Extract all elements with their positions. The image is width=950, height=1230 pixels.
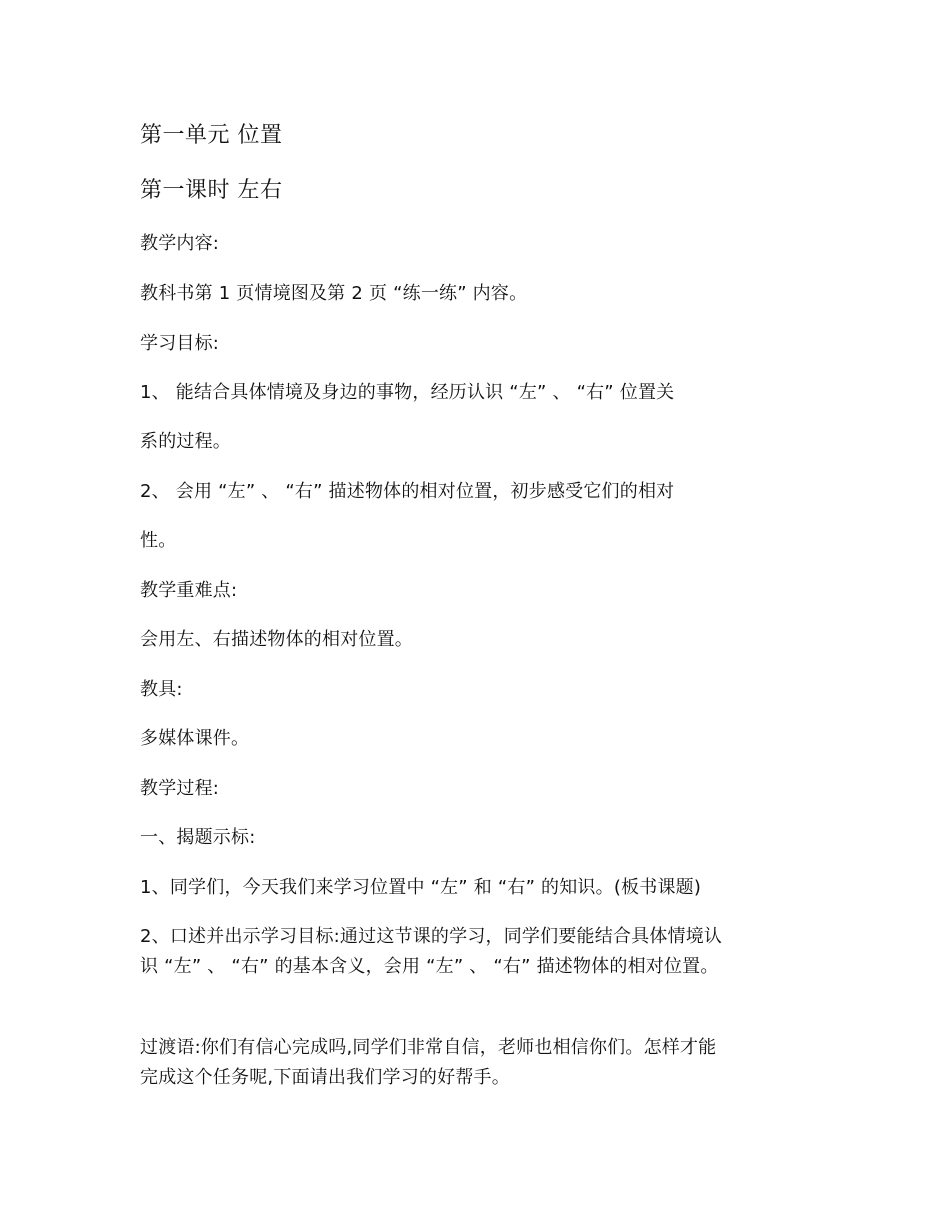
lesson-title: 第一课时 左右 — [140, 178, 283, 203]
goal-2-line-2: 性。 — [140, 530, 177, 551]
goals-label: 学习目标: — [140, 333, 220, 354]
step-1-item-2-line-1: 2、口述并出示学习目标:通过这节课的学习，同学们要能结合具体情境认 — [140, 926, 723, 947]
content-label: 教学内容: — [140, 233, 220, 254]
transition-paragraph — [140, 1033, 830, 1093]
step-1-label: 一、揭题示标: — [140, 827, 256, 848]
teaching-tools-label: 教具: — [140, 679, 183, 700]
unit-title: 第一单元 位置 — [140, 123, 283, 148]
key-points-label: 教学重难点: — [140, 580, 238, 601]
step-1-item-1: 1、同学们，今天我们来学习位置中 “左” 和 “右” 的知识。(板书课题) — [140, 877, 702, 898]
step-1-item-2 — [140, 922, 830, 982]
goal-1-line-2: 系的过程。 — [140, 431, 231, 452]
teaching-tools-text: 多媒体课件。 — [140, 728, 250, 749]
transition-line-1: 过渡语:你们有信心完成吗,同学们非常自信，老师也相信你们。怎样才能 — [140, 1037, 717, 1058]
goal-2-line-1: 2、 会用 “左” 、 “右” 描述物体的相对位置，初步感受它们的相对 — [140, 481, 675, 502]
content-text: 教科书第 1 页情境图及第 2 页 “练一练” 内容。 — [140, 283, 528, 304]
step-1-item-2-line-2: 识 “左” 、 “右” 的基本含义，会用 “左” 、 “右” 描述物体的相对位置。 — [140, 956, 719, 977]
transition-line-2: 完成这个任务呢,下面请出我们学习的好帮手。 — [140, 1067, 510, 1088]
goal-1-line-1: 1、 能结合具体情境及身边的事物，经历认识 “左” 、 “右” 位置关 — [140, 382, 675, 403]
key-points-text: 会用左、右描述物体的相对位置。 — [140, 629, 413, 650]
process-label: 教学过程: — [140, 778, 220, 799]
